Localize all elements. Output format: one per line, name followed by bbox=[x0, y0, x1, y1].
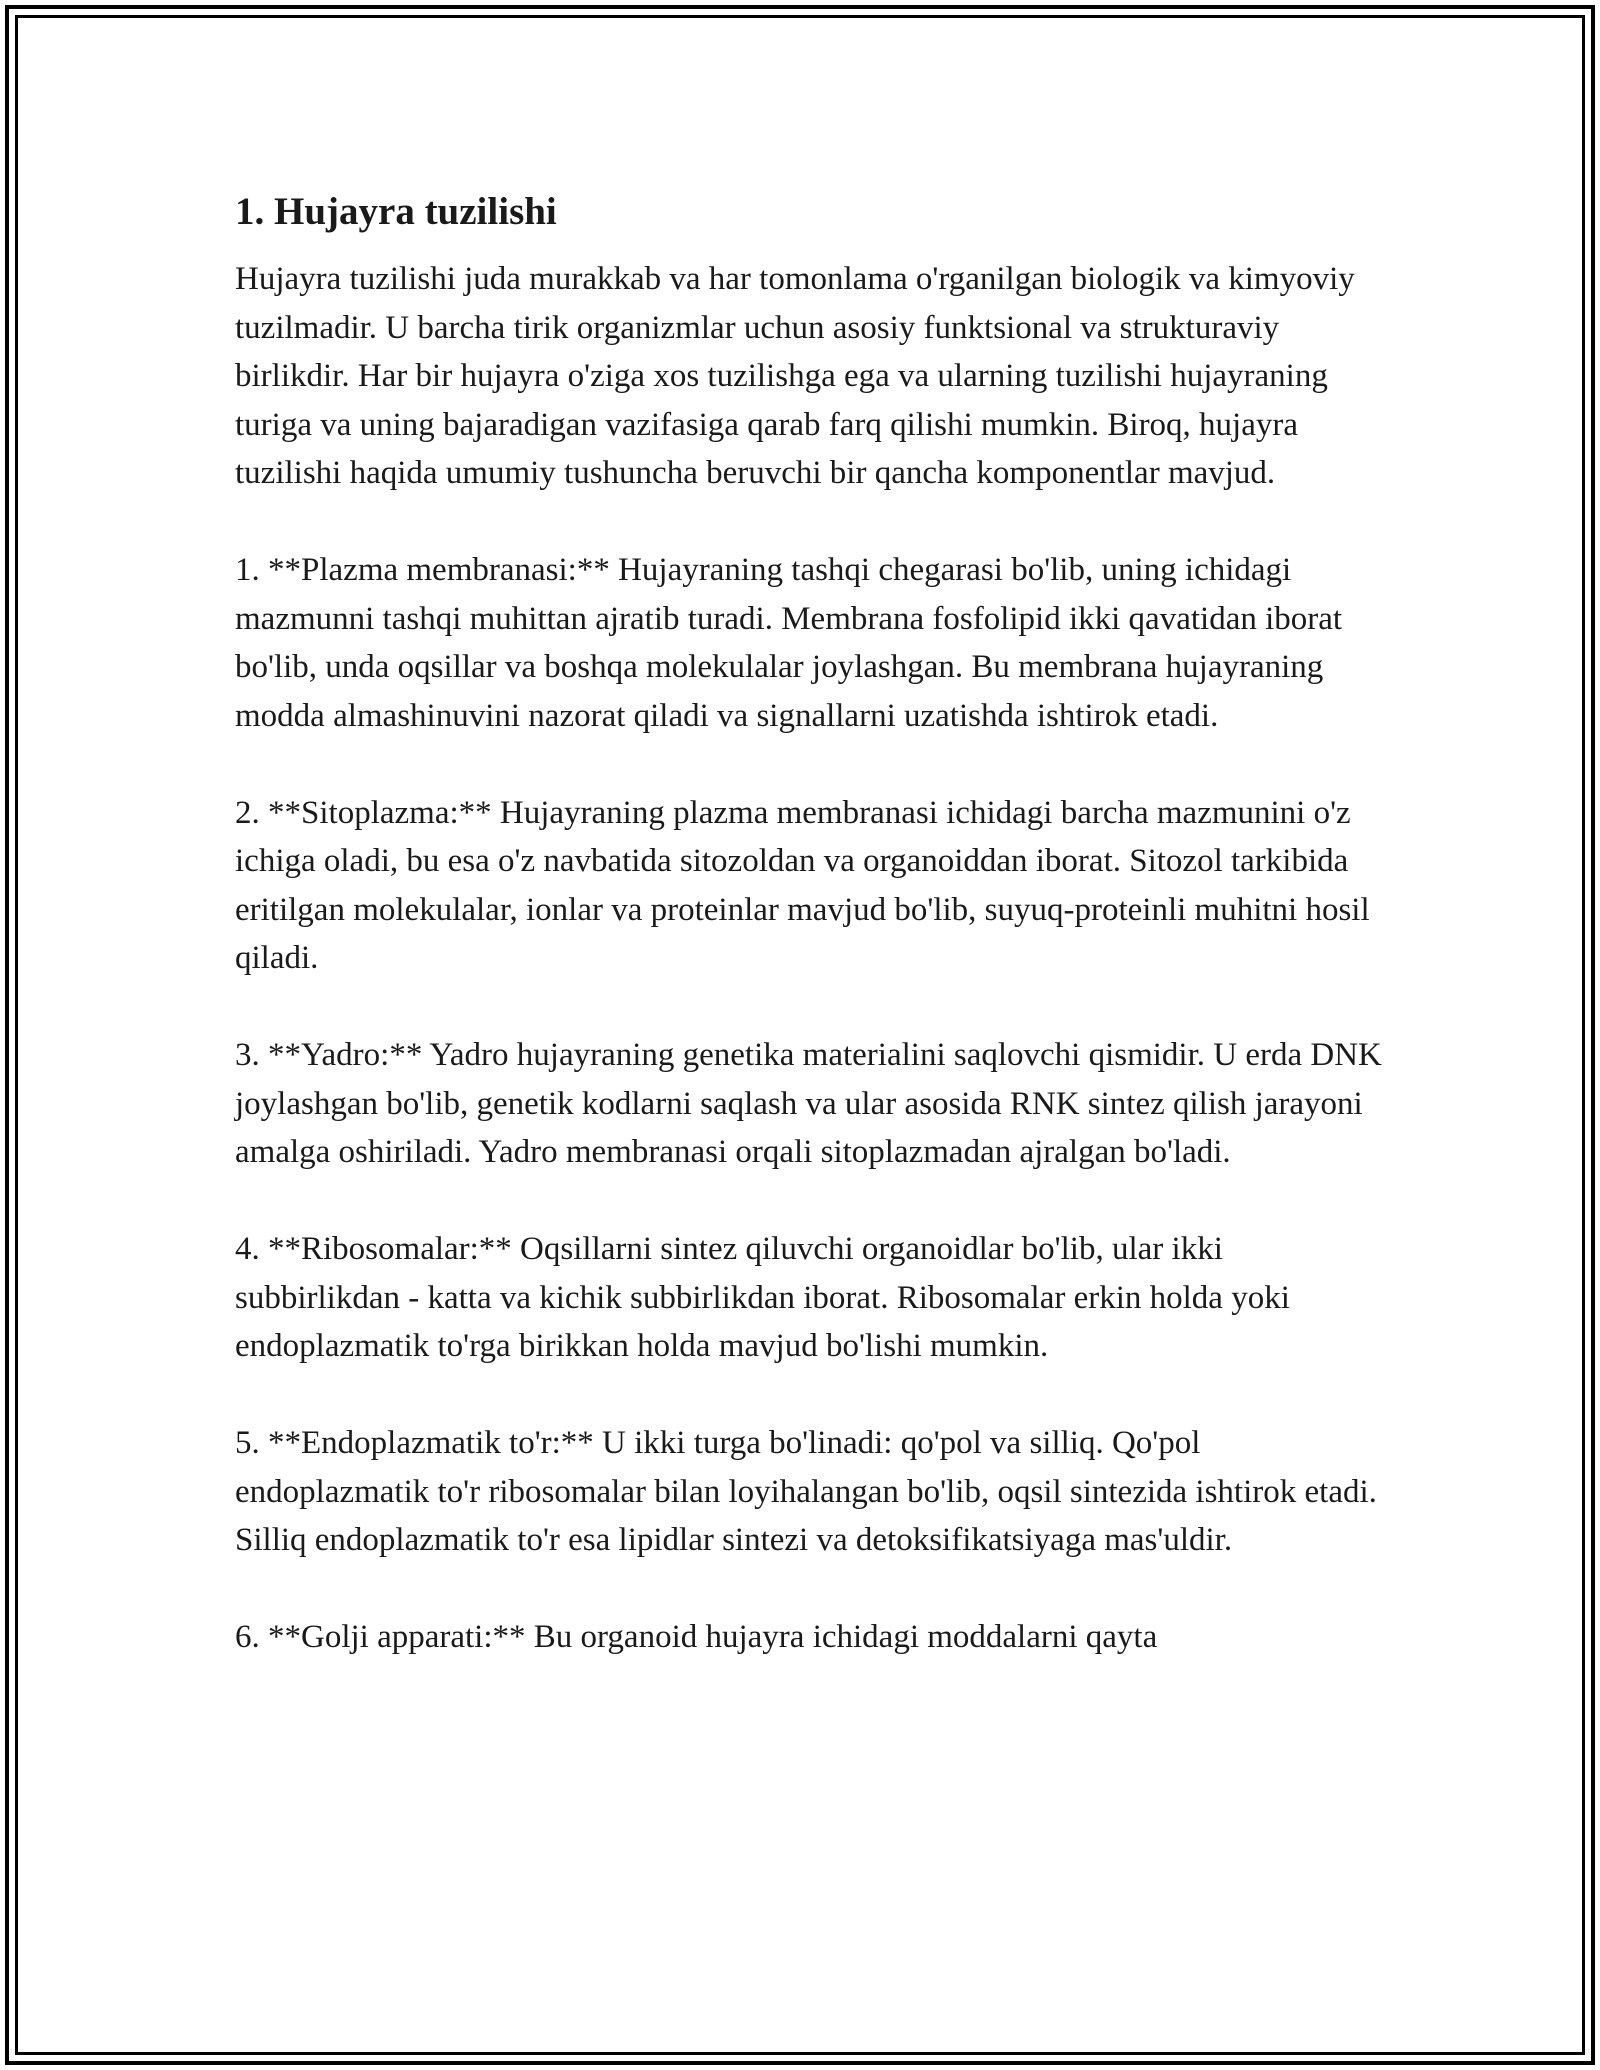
paragraph-cytoplasm: 2. **Sitoplazma:** Hujayraning plazma membranasi ichidagi barcha mazmunini o'z ichiga oladi, bu esa o'z navbatida sitozoldan va organoiddan iborat. Sitozol tarkibida eritilgan molekulalar, ionlar va proteinlar mavjud bo'lib, suyuq-proteinli muhitni hosil qiladi. bbox=[235, 794, 1370, 976]
paragraph-nucleus: 3. **Yadro:** Yadro hujayraning genetika materialini saqlovchi qismidir. U erda DNK joylashgan bo'lib, genetik kodlarni saqlash va ular asosida RNK sintez qilish jarayoni amalga oshiriladi. Yadro membranasi orqali sitoplazmadan ajralgan bo'ladi. bbox=[235, 1037, 1382, 1170]
paragraph-endoplasmic-reticulum: 5. **Endoplazmatik to'r:** U ikki turga bo'linadi: qo'pol va silliq. Qo'pol endoplazmatik to'r ribosomalar bilan loyihalangan bo'lib, oqsil sintezida ishtirok etadi. Silliq endoplazmatik to'r esa lipidlar sintezi va detoksifikatsiyaga mas'uldir. bbox=[235, 1425, 1377, 1558]
paragraph-ribosomes: 4. **Ribosomalar:** Oqsillarni sintez qiluvchi organoidlar bo'lib, ular ikki subbirlikdan - katta va kichik subbirlikdan iborat. Ribosomalar erkin holda yoki endoplazmatik to'rga birikkan holda mavjud bo'lishi mumkin. bbox=[235, 1231, 1290, 1364]
document-title: 1. Hujayra tuzilishi bbox=[235, 190, 557, 233]
intro-paragraph: Hujayra tuzilishi juda murakkab va har tomonlama o'rganilgan biologik va kimyoviy tuzilmadir. U barcha tirik organizmlar uchun asosiy funktsional va strukturaviy birlikdir. Har bir hujayra o'ziga xos tuzilishga ega va ularning tuzilishi hujayraning turiga va uning bajaradigan vazifasiga qarab farq qilishi mumkin. Biroq, hujayra tuzilishi haqida umumiy tushuncha beruvchi bir qancha komponentlar mavjud. bbox=[235, 261, 1355, 491]
document-body bbox=[235, 186, 1385, 1710]
paragraph-plasma-membrane: 1. **Plazma membranasi:** Hujayraning tashqi chegarasi bo'lib, uning ichidagi mazmunni tashqi muhittan ajratib turadi. Membrana fosfolipid ikki qavatidan iborat bo'lib, unda oqsillar va boshqa molekulalar joylashgan. Bu membrana hujayraning modda almashinuvini nazorat qiladi va signallarni uzatishda ishtirok etadi. bbox=[235, 552, 1343, 734]
paragraph-golgi-apparatus: 6. **Golji apparati:** Bu organoid hujayra ichidagi moddalarni qayta bbox=[235, 1619, 1158, 1655]
